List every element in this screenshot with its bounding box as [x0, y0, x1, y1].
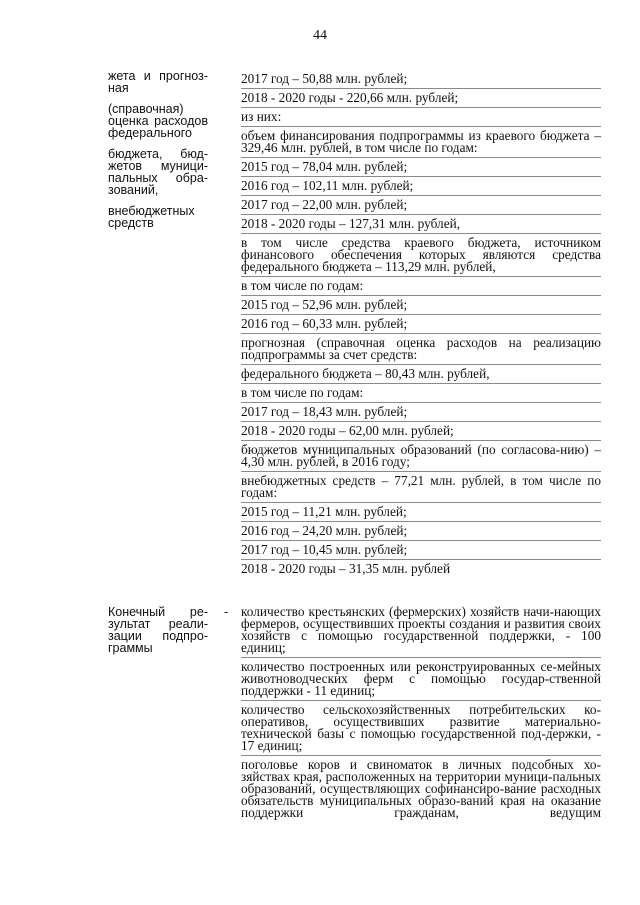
list-item: прогнозная (справочная оценка расходов на реализацию подпрограммы за счет средств: [241, 334, 601, 365]
left-label-2: (справочная) оценка расходов федерального [108, 102, 208, 140]
list-item: поголовье коров и свиноматок в личных подсобных хо-зяйствах края, расположенных на территории муници-пальных образований, осуществляющих софинансиро-вание расходных обязательств муниципальных образо-ваний края на оказание поддержки гражданам, ведущим [241, 757, 601, 820]
list-item: в том числе по годам: [241, 277, 601, 296]
list-item: количество крестьянских (фермерских) хозяйств начи-нающих фермеров, осуществивших проекты создания и развития своих хозяйств с помощью государственной поддержки, - 100 единиц; [241, 603, 601, 658]
list-item: 2015 год – 11,21 млн. рублей; [241, 503, 601, 522]
list-item: 2016 год – 102,11 млн. рублей; [241, 177, 601, 196]
section1-left-labels [108, 70, 208, 238]
list-item: 2016 год – 24,20 млн. рублей; [241, 522, 601, 541]
list-item: 2017 год – 10,45 млн. рублей; [241, 541, 601, 560]
final-result-label: Конечный ре-зультат реали-зации подпро-граммы [108, 605, 208, 655]
left-label-4: внебюджетных средств [108, 204, 195, 230]
list-item: 2017 год – 50,88 млн. рублей; [241, 70, 601, 89]
list-item: в том числе по годам: [241, 384, 601, 403]
list-item: 2018 - 2020 годы - 220,66 млн. рублей; [241, 89, 601, 108]
list-item: количество построенных или реконструированных се-мейных животноводческих ферм с помощью государ-ственной поддержки - 11 единиц; [241, 658, 601, 701]
list-item: 2018 - 2020 годы – 127,31 млн. рублей, [241, 215, 601, 234]
page-number: 44 [313, 28, 327, 43]
section2-dash: - [224, 605, 229, 619]
section2-left-label [108, 606, 208, 663]
list-item: федерального бюджета – 80,43 млн. рублей, [241, 365, 601, 384]
left-label-1: жета и прогноз-ная [108, 69, 208, 95]
list-item: 2017 год – 22,00 млн. рублей; [241, 196, 601, 215]
list-item: из них: [241, 108, 601, 127]
list-item: 2018 - 2020 годы – 62,00 млн. рублей; [241, 422, 601, 441]
list-item: количество сельскохозяйственных потребительских ко-оперативов, осуществивших развитие материально-технической базы с помощью государственной под-держки, - 17 единиц; [241, 701, 601, 756]
list-item: объем финансирования подпрограммы из краевого бюджета – 329,46 млн. рублей, в том числе по годам: [241, 127, 601, 158]
list-item: бюджетов муниципальных образований (по согласова-нию) – 4,30 млн. рублей, в 2016 году; [241, 441, 601, 472]
list-item: 2018 - 2020 годы – 31,35 млн. рублей [241, 561, 451, 576]
section1-right-list [241, 70, 601, 578]
list-item: 2017 год – 18,43 млн. рублей; [241, 403, 601, 422]
list-item: внебюджетных средств – 77,21 млн. рублей, в том числе по годам: [241, 472, 601, 503]
section2-right-list [241, 603, 601, 822]
list-item: 2016 год – 60,33 млн. рублей; [241, 315, 601, 334]
left-label-3: бюджета, бюд-жетов муници-пальных обра-зований, [108, 147, 208, 197]
list-item: в том числе средства краевого бюджета, источником финансового обеспечения которых являются средства федерального бюджета – 113,29 млн. рублей, [241, 234, 601, 277]
list-item: 2015 год – 78,04 млн. рублей; [241, 158, 601, 177]
list-item: 2015 год – 52,96 млн. рублей; [241, 296, 601, 315]
